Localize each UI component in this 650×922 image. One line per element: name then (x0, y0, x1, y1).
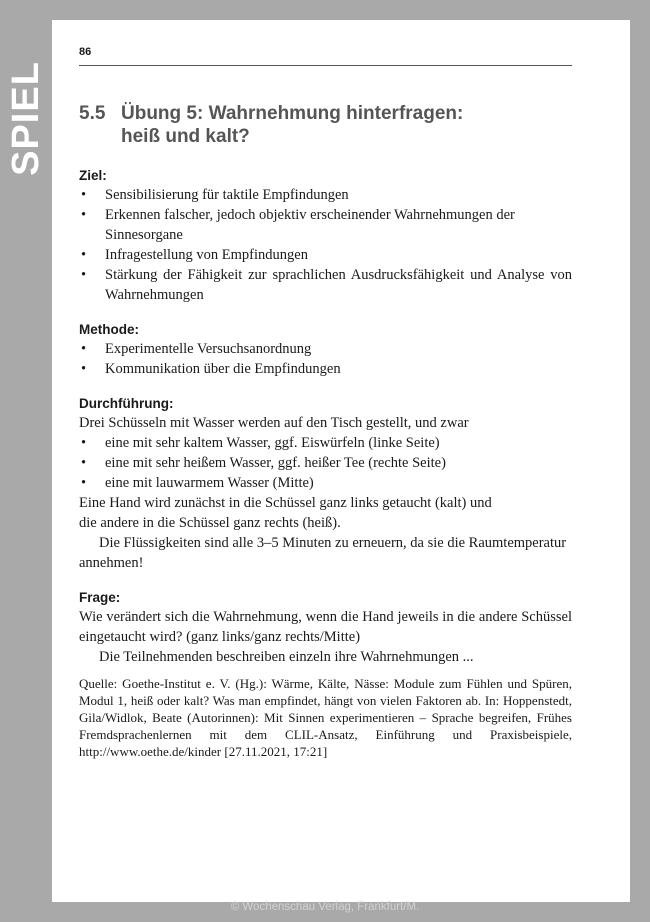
side-tab-label-wrap (3, 58, 49, 178)
list-item-text: Sensibilisierung für taktile Empfindungen (105, 187, 349, 203)
list-item-text: Kommunikation über die Empfindungen (105, 361, 341, 377)
page (52, 20, 630, 902)
bullet: • (81, 247, 87, 263)
list-item (79, 185, 572, 205)
list-item (79, 359, 572, 379)
bullet: • (81, 267, 87, 283)
durchfuehrung-text2: Die Flüssigkeiten sind alle 3–5 Minuten zu erneuern, da sie die Raumtemperatur annehmen! (79, 535, 567, 571)
list-item (79, 339, 572, 359)
list-item-text: eine mit sehr heißem Wasser, ggf. heißer Tee (rechte Seite) (105, 455, 446, 471)
bullet: • (81, 475, 87, 491)
list-item (79, 433, 572, 453)
bullet: • (81, 435, 87, 451)
ziel-list (79, 185, 572, 305)
page-number: 86 (79, 46, 92, 58)
bullet: • (81, 361, 87, 377)
source-citation: Quelle: Goethe-Institut e. V. (Hg.): Wärme, Kälte, Nässe: Module zum Fühlen und Spüren, Modul 1, heiß oder kalt? Was man empfindet, hängt von vielen Faktoren ab. In: Hoppenstedt, Gila/Widlok, Beate (Autorinnen): Mit Sinnen experimentieren – Sprache begreifen, Frühes Fremdsprachenlernen mit dem CLIL-Ansatz, Einführung und Praxisbeispiele, http://www.oethe.de/kinder [27.11.2021, 17:21] (79, 676, 572, 759)
bullet: • (81, 187, 87, 203)
bullet: • (81, 341, 87, 357)
list-item-text: eine mit sehr kaltem Wasser, ggf. Eiswürfeln (linke Seite) (105, 435, 440, 451)
list-item-text: Experimentelle Versuchsanordnung (105, 341, 312, 357)
page-content (79, 102, 572, 760)
section-title-line2: heiß und kalt? (121, 126, 250, 147)
ziel-heading: Ziel: (79, 168, 107, 183)
methode-list (79, 339, 572, 379)
methode-heading: Methode: (79, 322, 139, 337)
durchfuehrung-list (79, 433, 572, 493)
list-item (79, 453, 572, 473)
list-item (79, 265, 572, 305)
section-title (79, 102, 572, 148)
list-item (79, 245, 572, 265)
frage-text2: Die Teilnehmenden beschreiben einzeln ihre Wahrnehmungen ... (99, 649, 474, 665)
header-rule (79, 65, 572, 66)
list-item (79, 205, 572, 245)
durchfuehrung-heading: Durchführung: (79, 396, 174, 411)
footer-copyright: © Wochenschau Verlag, Frankfurt/M. (230, 901, 420, 913)
section-number: 5.5 (79, 103, 106, 124)
list-item-text: Erkennen falscher, jedoch objektiv erscheinender Wahrnehmungen der Sinnesorgane (105, 207, 515, 243)
durchfuehrung-intro: Drei Schüsseln mit Wasser werden auf den Tisch gestellt, und zwar (79, 415, 469, 431)
frage-text1: Wie verändert sich die Wahrnehmung, wenn die Hand jeweils in die andere Schüssel eingetaucht wird? (ganz links/ganz rechts/Mitte) (79, 609, 572, 645)
side-tab-label: SPIEL (4, 60, 47, 176)
side-tab (0, 0, 52, 200)
list-item-text: Stärkung der Fähigkeit zur sprachlichen Ausdrucksfähigkeit und Analyse von Wahrnehmungen (105, 267, 572, 303)
section-title-line1: Übung 5: Wahrnehmung hinterfragen: (121, 103, 464, 124)
list-item (79, 473, 572, 493)
bullet: • (81, 207, 87, 223)
durchfuehrung-text1: Eine Hand wird zunächst in die Schüssel ganz links getaucht (kalt) und die andere in die Schüssel ganz rechts (heiß). (79, 495, 492, 531)
bullet: • (81, 455, 87, 471)
list-item-text: Infragestellung von Empfindungen (105, 247, 308, 263)
frage-heading: Frage: (79, 590, 121, 605)
list-item-text: eine mit lauwarmem Wasser (Mitte) (105, 475, 314, 491)
